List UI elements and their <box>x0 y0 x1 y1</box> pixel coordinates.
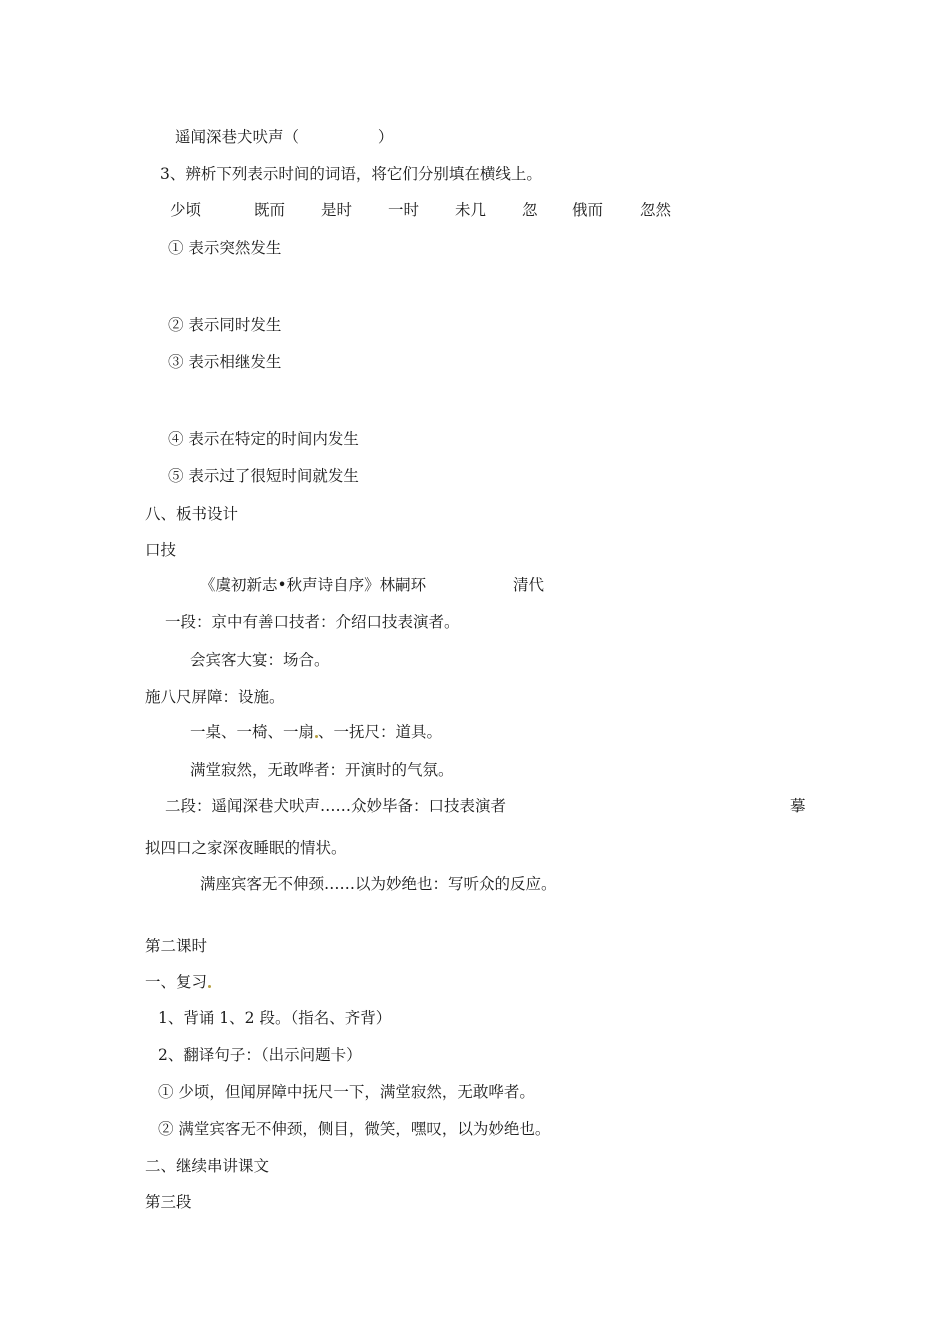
text-line: 满堂寂然，无敢哗者：开演时的气氛。 <box>190 761 454 779</box>
option-item: ① 表示突然发生 <box>168 239 282 257</box>
text-line: 拟四口之家深夜睡眠的情状。 <box>145 839 347 857</box>
text-fragment: 一桌、一椅、一扇 <box>190 723 315 741</box>
section-heading: 第三段 <box>145 1193 192 1211</box>
word-item: 一时 <box>388 201 420 219</box>
option-item: ⑤ 表示过了很短时间就发生 <box>168 467 359 485</box>
option-item: ② 表示同时发生 <box>168 316 282 334</box>
question-heading: 3、辨析下列表示时间的词语，将它们分别填在横线上。 <box>160 165 542 183</box>
option-item: ③ 表示相继发生 <box>168 353 282 371</box>
lesson-heading: 第二课时 <box>145 937 208 955</box>
word-item: 是时 <box>321 201 353 219</box>
board-title: 口技 <box>145 541 177 559</box>
text-line: 会宾客大宴：场合。 <box>190 651 330 669</box>
text-line: 满座宾客无不伸颈……以为妙绝也：写听众的反应。 <box>200 875 557 893</box>
source-line: 《虞初新志•秋声诗自序》林嗣环 <box>200 576 427 594</box>
text-line <box>190 722 442 742</box>
text-line: 2、翻译句子：（出示问题卡） <box>158 1046 362 1064</box>
text-line: 1、背诵 1、2 段。（指名、齐背） <box>158 1009 392 1027</box>
word-item: 未几 <box>455 201 487 219</box>
text-line: 二段：遥闻深巷犬吠声……众妙毕备：口技表演者 <box>165 797 507 815</box>
word-item: 少顷 <box>170 201 202 219</box>
text-fragment: 、一抚尺：道具。 <box>318 723 443 741</box>
text-line: 施八尺屏障：设施。 <box>145 688 285 706</box>
mark-dot-icon <box>208 985 211 988</box>
text-line: 一段：京中有善口技者：介绍口技表演者。 <box>165 613 460 631</box>
option-item: ④ 表示在特定的时间内发生 <box>168 430 359 448</box>
dynasty-label: 清代 <box>513 576 545 594</box>
text-line: ② 满堂宾客无不伸颈，侧目，微笑，嘿叹，以为妙绝也。 <box>158 1120 551 1138</box>
word-item: 俄而 <box>572 201 604 219</box>
text-line: 摹 <box>790 797 806 815</box>
word-item: 既而 <box>254 201 286 219</box>
text-line: 遥闻深巷犬吠声（ ） <box>175 128 394 146</box>
section-heading: 八、板书设计 <box>145 505 239 523</box>
text-line: ① 少顷，但闻屏障中抚尺一下，满堂寂然，无敢哗者。 <box>158 1083 535 1101</box>
section-heading: 二、继续串讲课文 <box>145 1157 270 1175</box>
word-item: 忽 <box>522 201 538 219</box>
section-heading <box>145 972 211 992</box>
text-fragment: 一、复习 <box>145 973 208 991</box>
word-item: 忽然 <box>640 201 672 219</box>
